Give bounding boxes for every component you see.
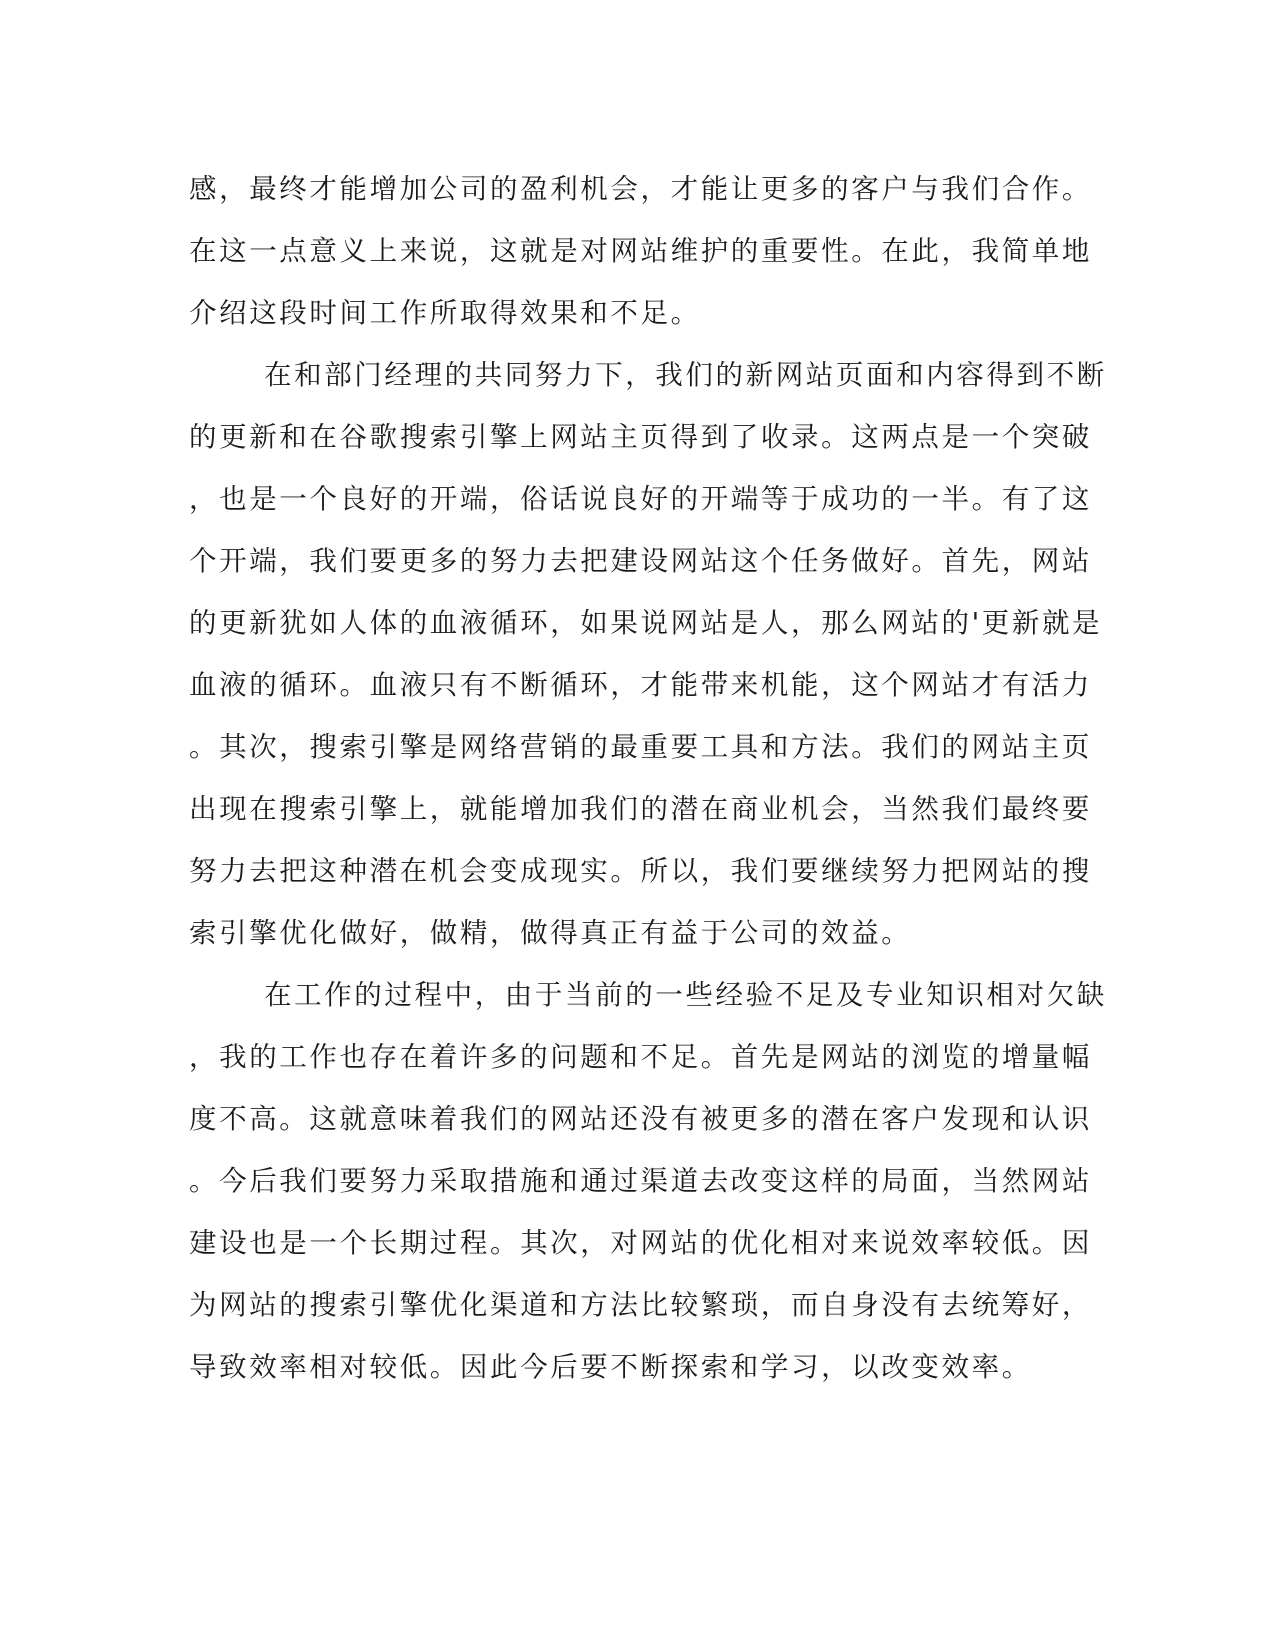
paragraph-line: 在工作的过程中，由于当前的一些经验不足及专业知识相对欠缺 xyxy=(264,979,1107,1011)
paragraph-line: 血液的循环。血液只有不断循环，才能带来机能，这个网站才有活力 xyxy=(189,669,1092,701)
paragraph-line: 建设也是一个长期过程。其次，对网站的优化相对来说效率较低。因 xyxy=(189,1227,1092,1259)
paragraph-3 xyxy=(189,964,1107,1398)
paragraph-line: 在和部门经理的共同努力下，我们的新网站页面和内容得到不断 xyxy=(264,359,1107,391)
paragraph-line: ，也是一个良好的开端，俗话说良好的开端等于成功的一半。有了这 xyxy=(189,483,1092,515)
paragraph-line: 的更新犹如人体的血液循环，如果说网站是人，那么网站的'更新就是 xyxy=(189,607,1103,639)
paragraph-line: 索引擎优化做好，做精，做得真正有益于公司的效益。 xyxy=(189,917,912,949)
paragraph-line: 。今后我们要努力采取措施和通过渠道去改变这样的局面，当然网站 xyxy=(189,1165,1092,1197)
paragraph-line: 在这一点意义上来说，这就是对网站维护的重要性。在此，我简单地 xyxy=(189,235,1092,267)
paragraph-line: 为网站的搜索引擎优化渠道和方法比较繁琐，而自身没有去统筹好， xyxy=(189,1289,1092,1321)
paragraph-line: 导致效率相对较低。因此今后要不断探索和学习，以改变效率。 xyxy=(189,1351,1032,1383)
paragraph-line: 感，最终才能增加公司的盈利机会，才能让更多的客户与我们合作。 xyxy=(189,173,1092,205)
paragraph-line: 介绍这段时间工作所取得效果和不足。 xyxy=(189,297,701,329)
paragraph-line: 。其次，搜索引擎是网络营销的最重要工具和方法。我们的网站主页 xyxy=(189,731,1092,763)
body-text xyxy=(189,158,1107,1398)
paragraph-line: 个开端，我们要更多的努力去把建设网站这个任务做好。首先，网站 xyxy=(189,545,1092,577)
paragraph-line: 的更新和在谷歌搜索引擎上网站主页得到了收录。这两点是一个突破 xyxy=(189,421,1092,453)
paragraph-1 xyxy=(189,158,1092,344)
paragraph-line: ，我的工作也存在着许多的问题和不足。首先是网站的浏览的增量幅 xyxy=(189,1041,1092,1073)
paragraph-line: 努力去把这种潜在机会变成现实。所以，我们要继续努力把网站的搜 xyxy=(189,855,1092,887)
paragraph-2 xyxy=(189,344,1107,964)
paragraph-line: 出现在搜索引擎上，就能增加我们的潜在商业机会，当然我们最终要 xyxy=(189,793,1092,825)
paragraph-line: 度不高。这就意味着我们的网站还没有被更多的潜在客户发现和认识 xyxy=(189,1103,1092,1135)
